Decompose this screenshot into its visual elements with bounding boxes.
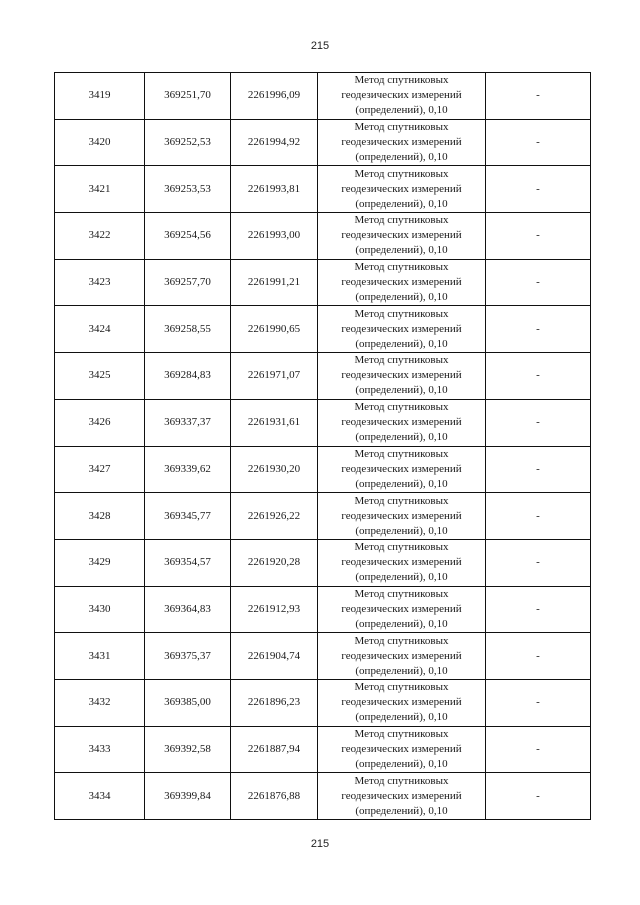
table-row: [55, 679, 591, 726]
note-cell: -: [486, 306, 591, 353]
x-coordinate-cell: 369399,84: [145, 773, 231, 820]
method-cell: [318, 166, 486, 213]
x-coordinate-cell: 369253,53: [145, 166, 231, 213]
y-coordinate-cell: 2261971,07: [231, 353, 318, 400]
method-line: (определений), 0,10: [355, 431, 448, 444]
method-cell: [318, 259, 486, 306]
x-coordinate-cell: 369339,62: [145, 446, 231, 493]
method-line: геодезических измерений: [341, 509, 462, 522]
method-line: Метод спутниковых: [354, 447, 449, 460]
table-row: [55, 493, 591, 540]
method-line: геодезических измерений: [341, 602, 462, 615]
table-row: [55, 539, 591, 586]
point-number-cell: 3424: [55, 306, 145, 353]
table-row: [55, 259, 591, 306]
y-coordinate-cell: 2261912,93: [231, 586, 318, 633]
point-number-cell: 3431: [55, 633, 145, 680]
method-cell: [318, 539, 486, 586]
method-line: Метод спутниковых: [354, 354, 449, 367]
y-coordinate-cell: 2261993,81: [231, 166, 318, 213]
method-line: (определений), 0,10: [355, 711, 448, 724]
table-row: [55, 446, 591, 493]
table-row: [55, 119, 591, 166]
y-coordinate-cell: 2261904,74: [231, 633, 318, 680]
x-coordinate-cell: 369258,55: [145, 306, 231, 353]
x-coordinate-cell: 369337,37: [145, 399, 231, 446]
method-cell: [318, 353, 486, 400]
point-number-cell: 3421: [55, 166, 145, 213]
method-line: Метод спутниковых: [354, 634, 449, 647]
table-row: [55, 166, 591, 213]
method-line: геодезических измерений: [341, 649, 462, 662]
note-cell: -: [486, 586, 591, 633]
method-cell: [318, 679, 486, 726]
page-number-top: 215: [310, 40, 330, 52]
x-coordinate-cell: 369284,83: [145, 353, 231, 400]
y-coordinate-cell: 2261991,21: [231, 259, 318, 306]
method-cell: [318, 446, 486, 493]
table-row: [55, 633, 591, 680]
method-line: (определений), 0,10: [355, 244, 448, 257]
y-coordinate-cell: 2261996,09: [231, 73, 318, 120]
method-line: геодезических измерений: [341, 369, 462, 382]
method-line: Метод спутниковых: [354, 261, 449, 274]
method-line: геодезических измерений: [341, 182, 462, 195]
note-cell: -: [486, 119, 591, 166]
method-line: геодезических измерений: [341, 556, 462, 569]
note-cell: -: [486, 539, 591, 586]
note-cell: -: [486, 679, 591, 726]
method-cell: [318, 306, 486, 353]
method-line: геодезических измерений: [341, 462, 462, 475]
method-line: геодезических измерений: [341, 416, 462, 429]
table-row: [55, 586, 591, 633]
table-row: [55, 306, 591, 353]
method-line: (определений), 0,10: [355, 757, 448, 770]
method-cell: [318, 399, 486, 446]
y-coordinate-cell: 2261887,94: [231, 726, 318, 773]
note-cell: -: [486, 493, 591, 540]
table-row: [55, 213, 591, 260]
method-cell: [318, 633, 486, 680]
method-line: Метод спутниковых: [354, 774, 449, 787]
note-cell: -: [486, 773, 591, 820]
method-line: Метод спутниковых: [354, 401, 449, 414]
table-row: [55, 399, 591, 446]
x-coordinate-cell: 369254,56: [145, 213, 231, 260]
table-row: [55, 773, 591, 820]
y-coordinate-cell: 2261931,61: [231, 399, 318, 446]
x-coordinate-cell: 369345,77: [145, 493, 231, 540]
note-cell: -: [486, 633, 591, 680]
method-line: (определений), 0,10: [355, 151, 448, 164]
method-cell: [318, 119, 486, 166]
note-cell: -: [486, 259, 591, 306]
method-cell: [318, 213, 486, 260]
point-number-cell: 3430: [55, 586, 145, 633]
coordinates-table: [54, 72, 591, 820]
point-number-cell: 3434: [55, 773, 145, 820]
method-line: Метод спутниковых: [354, 727, 449, 740]
y-coordinate-cell: 2261990,65: [231, 306, 318, 353]
table-row: [55, 726, 591, 773]
x-coordinate-cell: 369375,37: [145, 633, 231, 680]
method-line: Метод спутниковых: [354, 214, 449, 227]
method-line: геодезических измерений: [341, 742, 462, 755]
note-cell: -: [486, 399, 591, 446]
point-number-cell: 3419: [55, 73, 145, 120]
note-cell: -: [486, 73, 591, 120]
method-cell: [318, 586, 486, 633]
page-number-bottom: 215: [310, 838, 330, 850]
method-line: (определений), 0,10: [355, 197, 448, 210]
method-line: геодезических измерений: [341, 789, 462, 802]
point-number-cell: 3429: [55, 539, 145, 586]
method-line: (определений), 0,10: [355, 524, 448, 537]
table-row: [55, 73, 591, 120]
method-line: геодезических измерений: [341, 136, 462, 149]
note-cell: -: [486, 353, 591, 400]
note-cell: -: [486, 446, 591, 493]
y-coordinate-cell: 2261994,92: [231, 119, 318, 166]
y-coordinate-cell: 2261993,00: [231, 213, 318, 260]
y-coordinate-cell: 2261896,23: [231, 679, 318, 726]
coordinates-table-body: [55, 73, 591, 820]
x-coordinate-cell: 369252,53: [145, 119, 231, 166]
method-line: Метод спутниковых: [354, 121, 449, 134]
method-line: геодезических измерений: [341, 276, 462, 289]
point-number-cell: 3428: [55, 493, 145, 540]
method-line: Метод спутниковых: [354, 167, 449, 180]
y-coordinate-cell: 2261926,22: [231, 493, 318, 540]
note-cell: -: [486, 166, 591, 213]
method-cell: [318, 773, 486, 820]
method-line: Метод спутниковых: [354, 541, 449, 554]
method-line: (определений), 0,10: [355, 477, 448, 490]
x-coordinate-cell: 369251,70: [145, 73, 231, 120]
method-line: Метод спутниковых: [354, 74, 449, 87]
method-line: геодезических измерений: [341, 322, 462, 335]
point-number-cell: 3425: [55, 353, 145, 400]
y-coordinate-cell: 2261876,88: [231, 773, 318, 820]
method-line: (определений), 0,10: [355, 384, 448, 397]
point-number-cell: 3422: [55, 213, 145, 260]
method-cell: [318, 493, 486, 540]
method-line: геодезических измерений: [341, 696, 462, 709]
method-line: (определений), 0,10: [355, 617, 448, 630]
table-row: [55, 353, 591, 400]
method-line: (определений), 0,10: [355, 337, 448, 350]
method-line: геодезических измерений: [341, 89, 462, 102]
point-number-cell: 3423: [55, 259, 145, 306]
x-coordinate-cell: 369364,83: [145, 586, 231, 633]
method-line: Метод спутниковых: [354, 494, 449, 507]
method-cell: [318, 726, 486, 773]
method-line: (определений), 0,10: [355, 104, 448, 117]
method-line: Метод спутниковых: [354, 307, 449, 320]
x-coordinate-cell: 369257,70: [145, 259, 231, 306]
note-cell: -: [486, 726, 591, 773]
method-line: Метод спутниковых: [354, 681, 449, 694]
point-number-cell: 3433: [55, 726, 145, 773]
method-cell: [318, 73, 486, 120]
method-line: Метод спутниковых: [354, 587, 449, 600]
note-cell: -: [486, 213, 591, 260]
method-line: (определений), 0,10: [355, 571, 448, 584]
x-coordinate-cell: 369354,57: [145, 539, 231, 586]
point-number-cell: 3427: [55, 446, 145, 493]
point-number-cell: 3432: [55, 679, 145, 726]
method-line: (определений), 0,10: [355, 664, 448, 677]
method-line: (определений), 0,10: [355, 291, 448, 304]
point-number-cell: 3420: [55, 119, 145, 166]
x-coordinate-cell: 369392,58: [145, 726, 231, 773]
method-line: геодезических измерений: [341, 229, 462, 242]
method-line: (определений), 0,10: [355, 804, 448, 817]
y-coordinate-cell: 2261930,20: [231, 446, 318, 493]
y-coordinate-cell: 2261920,28: [231, 539, 318, 586]
x-coordinate-cell: 369385,00: [145, 679, 231, 726]
point-number-cell: 3426: [55, 399, 145, 446]
